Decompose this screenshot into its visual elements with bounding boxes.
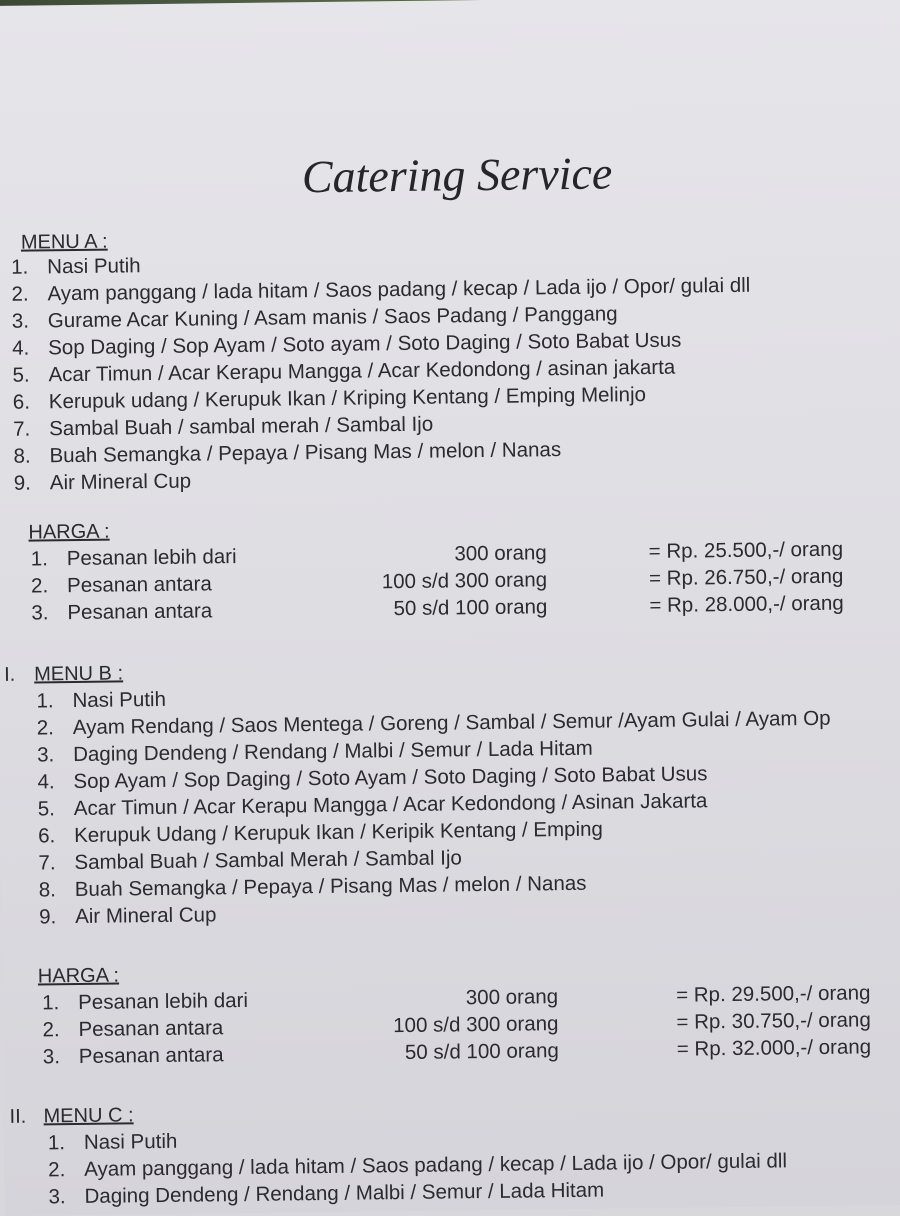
menu-b-price-heading: HARGA :	[37, 964, 120, 988]
item-number: 4.	[12, 336, 30, 360]
price-cost: = Rp. 28.000,-/ orang	[649, 591, 844, 617]
item-text: Buah Semangka / Pepaya / Pisang Mas / melon / Nanas	[74, 871, 587, 902]
menu-b-price-list	[42, 979, 900, 1071]
menu-c-heading: MENU C :	[43, 1104, 134, 1128]
item-text: Acar Timun / Acar Kerapu Mangga / Acar Kedondong / asinan jakarta	[48, 355, 676, 387]
item-text: Sambal Buah / sambal merah / Sambal Ijo	[49, 412, 434, 441]
item-text: Gurame Acar Kuning / Asam manis / Saos Padang / Panggang	[47, 302, 618, 333]
price-cost: = Rp. 30.750,-/ orang	[676, 1008, 871, 1034]
item-text: Kerupuk udang / Kerupuk Ikan / Kriping Kentang / Emping Melinjo	[48, 383, 647, 414]
price-qty: 100 s/d 300 orang	[393, 1012, 559, 1038]
menu-b-prefix: I.	[4, 663, 16, 686]
item-number: 3.	[37, 743, 55, 767]
price-number: 2.	[30, 574, 49, 598]
item-text: Kerupuk Udang / Kerupuk Ikan / Keripik Kentang / Emping	[74, 817, 604, 848]
item-text: Nasi Putih	[47, 254, 141, 279]
price-cost: = Rp. 29.500,-/ orang	[675, 981, 871, 1007]
menu-a-heading: MENU A :	[20, 230, 108, 254]
price-qty: 300 orang	[465, 985, 559, 1010]
item-number: 3.	[11, 309, 30, 333]
price-qty: 50 s/d 100 orang	[404, 1039, 559, 1065]
item-number: 5.	[37, 797, 56, 821]
item-text: Sop Daging / Sop Ayam / Soto ayam / Soto Daging / Soto Babat Usus	[48, 328, 682, 360]
price-qty: 50 s/d 100 orang	[393, 595, 548, 621]
price-qty: 300 orang	[454, 541, 547, 566]
price-desc: Pesanan antara	[78, 1043, 224, 1068]
price-desc: Pesanan lebih dari	[78, 988, 249, 1014]
price-number: 1.	[30, 547, 49, 571]
menu-a-list	[11, 245, 753, 497]
item-number: 8.	[38, 878, 57, 902]
item-text: Air Mineral Cup	[49, 469, 192, 495]
price-cost: = Rp. 25.500,-/ orang	[648, 537, 844, 563]
price-number: 2.	[42, 1018, 60, 1042]
item-text: Ayam panggang / lada hitam / Saos padang / kecap / Lada ijo / Opor/ gulai dll	[84, 1149, 788, 1181]
item-number: 1.	[36, 689, 54, 713]
item-number: 7.	[13, 417, 31, 441]
item-text: Daging Dendeng / Rendang / Malbi / Semur / Lada Hitam	[84, 1178, 605, 1208]
item-text: Nasi Putih	[83, 1129, 178, 1154]
item-number: 6.	[38, 824, 56, 848]
item-number: 1.	[11, 255, 29, 279]
item-text: Sop Ayam / Sop Daging / Soto Ayam / Soto Daging / Soto Babat Usus	[73, 762, 708, 794]
item-number: 2.	[11, 282, 29, 306]
menu-c-prefix: II.	[9, 1105, 27, 1128]
item-number: 1.	[47, 1131, 66, 1155]
item-number: 9.	[13, 471, 32, 495]
item-text: Air Mineral Cup	[74, 903, 217, 929]
price-qty: 100 s/d 300 orang	[381, 568, 548, 594]
price-desc: Pesanan antara	[66, 572, 212, 598]
item-number: 2.	[36, 716, 55, 740]
item-text: Buah Semangka / Pepaya / Pisang Mas / melon / Nanas	[49, 438, 562, 468]
price-cost: = Rp. 32.000,-/ orang	[676, 1035, 872, 1061]
item-number: 4.	[37, 770, 55, 794]
page-title: Catering Service	[301, 147, 613, 203]
price-cost: = Rp. 26.750,-/ orang	[648, 564, 844, 590]
item-number: 7.	[38, 851, 56, 875]
item-text: Ayam Rendang / Saos Mentega / Goreng / Sambal / Semur /Ayam Gulai / Ayam Op	[72, 706, 831, 740]
price-number: 1.	[42, 991, 60, 1015]
menu-b-heading: MENU B :	[34, 662, 124, 686]
item-number: 5.	[12, 363, 30, 387]
menu-a-price-list	[31, 535, 900, 627]
item-text: Sambal Buah / Sambal Merah / Sambal Ijo	[74, 846, 463, 875]
item-number: 8.	[13, 444, 31, 468]
price-desc: Pesanan lebih dari	[66, 545, 237, 571]
price-number: 3.	[42, 1045, 61, 1069]
item-number: 2.	[48, 1158, 66, 1182]
menu-c-list	[48, 1120, 788, 1210]
menu-a-price-heading: HARGA :	[28, 520, 110, 544]
item-text: Daging Dendeng / Rendang / Malbi / Semur / Lada Hitam	[73, 736, 593, 767]
price-desc: Pesanan antara	[78, 1016, 224, 1041]
item-number: 9.	[38, 905, 57, 929]
item-text: Nasi Putih	[72, 687, 167, 713]
item-number: 3.	[48, 1185, 66, 1209]
menu-b-list	[36, 678, 833, 931]
price-number: 3.	[31, 601, 49, 625]
item-number: 6.	[12, 390, 31, 414]
item-text: Ayam panggang / lada hitam / Saos padang / kecap / Lada ijo / Opor/ gulai dll	[47, 273, 751, 306]
item-text: Acar Timun / Acar Kerapu Mangga / Acar Kedondong / Asinan Jakarta	[73, 789, 708, 821]
price-desc: Pesanan antara	[67, 599, 213, 625]
